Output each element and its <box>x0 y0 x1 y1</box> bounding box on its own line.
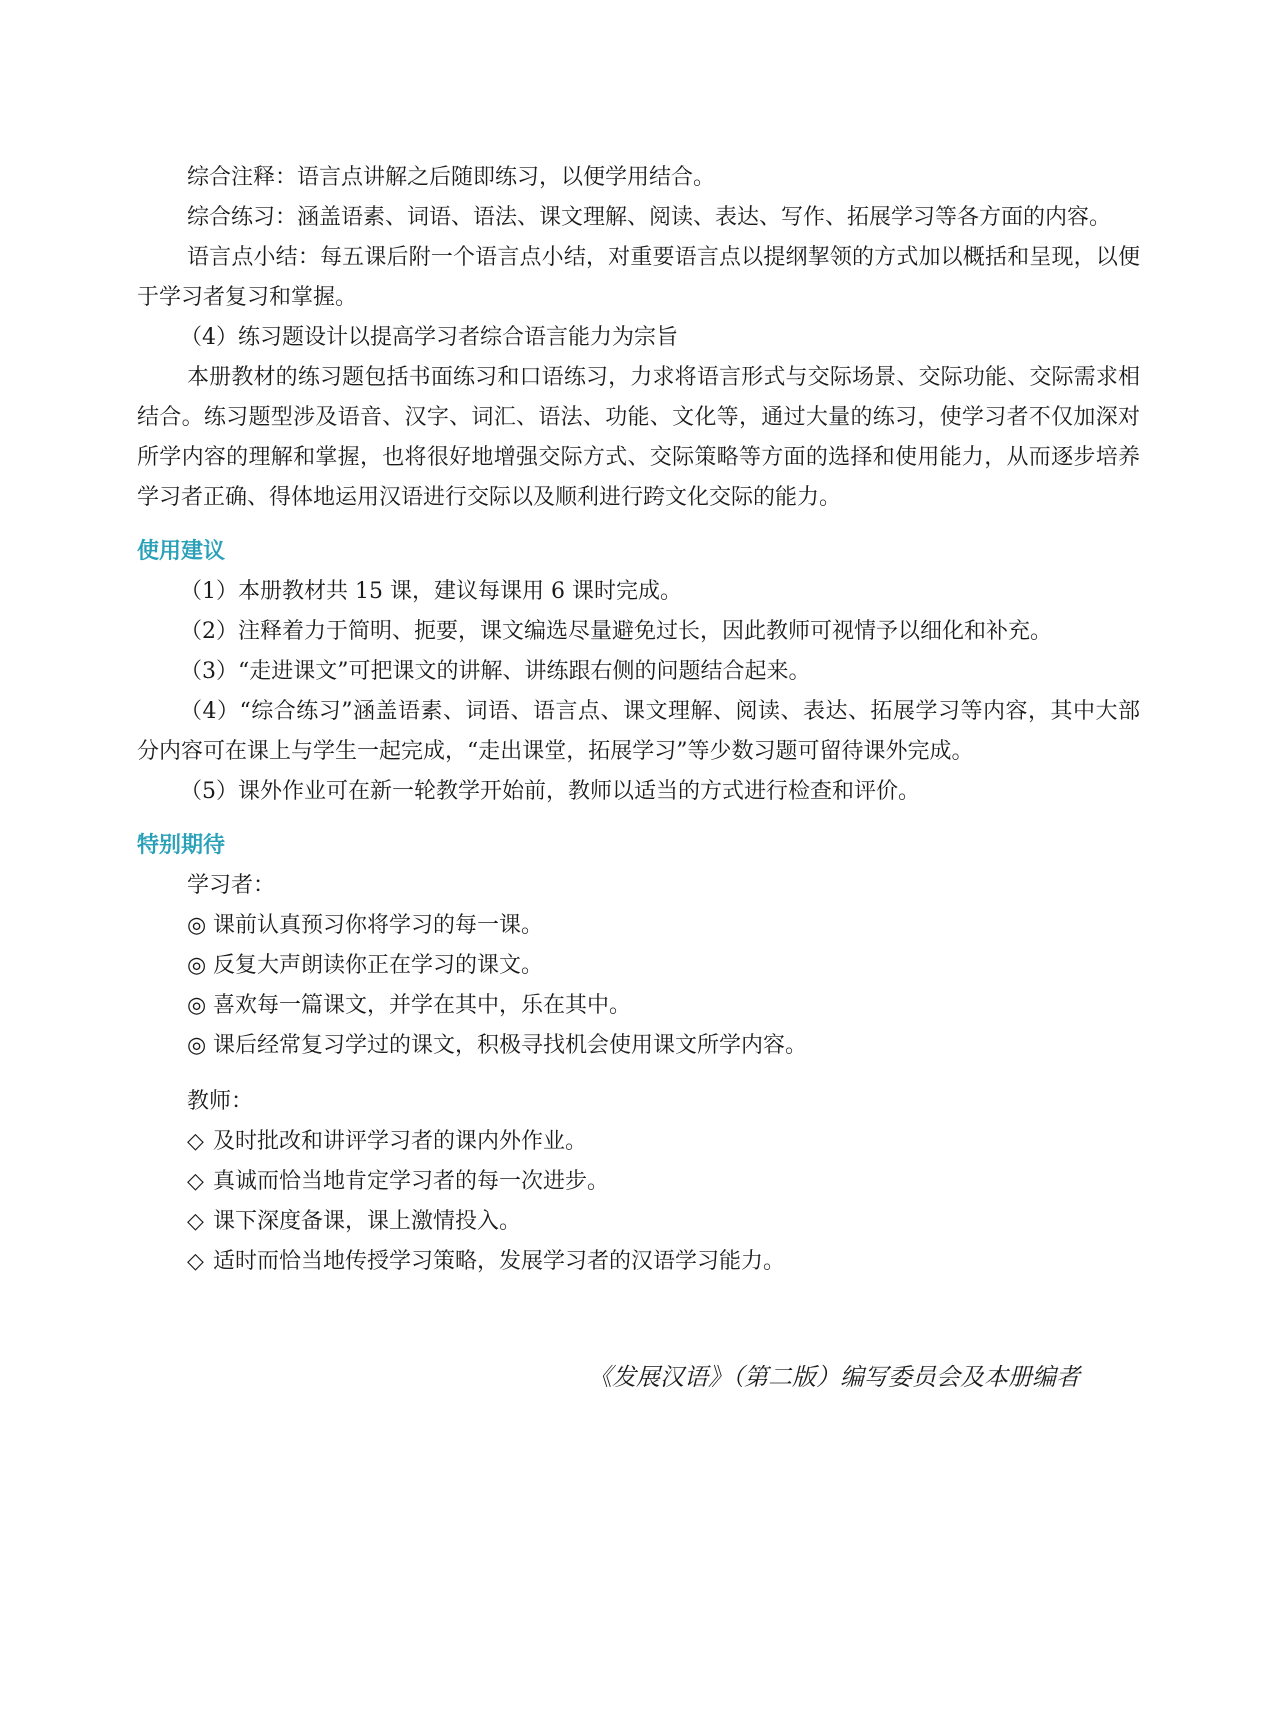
double-circle-bullet-icon: ◎ <box>187 953 207 978</box>
double-circle-bullet-icon: ◎ <box>187 913 207 938</box>
learner-label: 学习者： <box>187 873 276 898</box>
teacher-item-text: 课下深度备课，课上激情投入。 <box>213 1209 522 1234</box>
learner-item-text: 课前认真预习你将学习的每一课。 <box>213 913 544 938</box>
teacher-item <box>137 1162 1140 1202</box>
intro-paragraph: 综合注释：语言点讲解之后随即练习，以便学用结合。 <box>187 165 716 190</box>
spacer <box>137 1066 1140 1082</box>
teacher-item <box>137 1242 1140 1282</box>
usage-item: （2）注释着力于简明、扼要，课文编选尽量避免过长，因此教师可视情予以细化和补充。 <box>180 619 1053 644</box>
teacher-label: 教师： <box>187 1089 254 1114</box>
diamond-bullet-icon: ◇ <box>187 1209 204 1234</box>
learner-item <box>137 1026 1140 1066</box>
teacher-item-text: 及时批改和讲评学习者的课内外作业。 <box>213 1129 588 1154</box>
learner-item <box>137 946 1140 986</box>
double-circle-bullet-icon: ◎ <box>187 1033 207 1058</box>
point4-body: 本册教材的练习题包括书面练习和口语练习，力求将语言形式与交际场景、交际功能、交际需求相结合。练习题型涉及语音、汉字、词汇、语法、功能、文化等，通过大量的练习，使学习者不仅加深对所学内容的理解和掌握，也将很好地增强交际方式、交际策略等方面的选择和使用能力，从而逐步培养学习者正确、得体地运用汉语进行交际以及顺利进行跨文化交际的能力。 <box>137 365 1140 510</box>
expect-heading: 特别期待 <box>137 833 226 858</box>
learner-item-text: 喜欢每一篇课文，并学在其中，乐在其中。 <box>213 993 632 1018</box>
usage-item: （1）本册教材共 15 课，建议每课用 6 课时完成。 <box>180 579 682 604</box>
learner-item-text: 反复大声朗读你正在学习的课文。 <box>213 953 544 978</box>
learner-item <box>137 906 1140 946</box>
usage-item <box>137 692 1140 772</box>
diamond-bullet-icon: ◇ <box>187 1249 204 1274</box>
learner-item <box>137 986 1140 1026</box>
editor-signature: 《发展汉语》（第二版）编写委员会及本册编者 <box>588 1363 1080 1391</box>
teacher-item <box>137 1202 1140 1242</box>
usage-item: （3）“走进课文”可把课文的讲解、讲练跟右侧的问题结合起来。 <box>180 659 811 684</box>
teacher-item-text: 适时而恰当地传授学习策略，发展学习者的汉语学习能力。 <box>213 1249 786 1274</box>
page-content <box>137 158 1140 1282</box>
point4-title: （4）练习题设计以提高学习者综合语言能力为宗旨 <box>180 325 678 350</box>
learner-item-text: 课后经常复习学过的课文，积极寻找机会使用课文所学内容。 <box>213 1033 808 1058</box>
intro-paragraph: 语言点小结：每五课后附一个语言点小结，对重要语言点以提纲挈领的方式加以概括和呈现，以便于学习者复习和掌握。 <box>137 245 1140 310</box>
intro-paragraph: 综合练习：涵盖语素、词语、语法、课文理解、阅读、表达、写作、拓展学习等各方面的内容。 <box>187 205 1112 230</box>
double-circle-bullet-icon: ◎ <box>187 993 207 1018</box>
usage-heading: 使用建议 <box>137 539 226 564</box>
usage-item-text: （4）“综合练习”涵盖语素、词语、语言点、课文理解、阅读、表达、拓展学习等内容，其中大部分内容可在课上与学生一起完成，“走出课堂，拓展学习”等少数习题可留待课外完成。 <box>137 699 1140 764</box>
diamond-bullet-icon: ◇ <box>187 1169 204 1194</box>
teacher-item <box>137 1122 1140 1162</box>
teacher-item-text: 真诚而恰当地肯定学习者的每一次进步。 <box>213 1169 610 1194</box>
usage-item: （5）课外作业可在新一轮教学开始前，教师以适当的方式进行检查和评价。 <box>180 779 920 804</box>
diamond-bullet-icon: ◇ <box>187 1129 204 1154</box>
